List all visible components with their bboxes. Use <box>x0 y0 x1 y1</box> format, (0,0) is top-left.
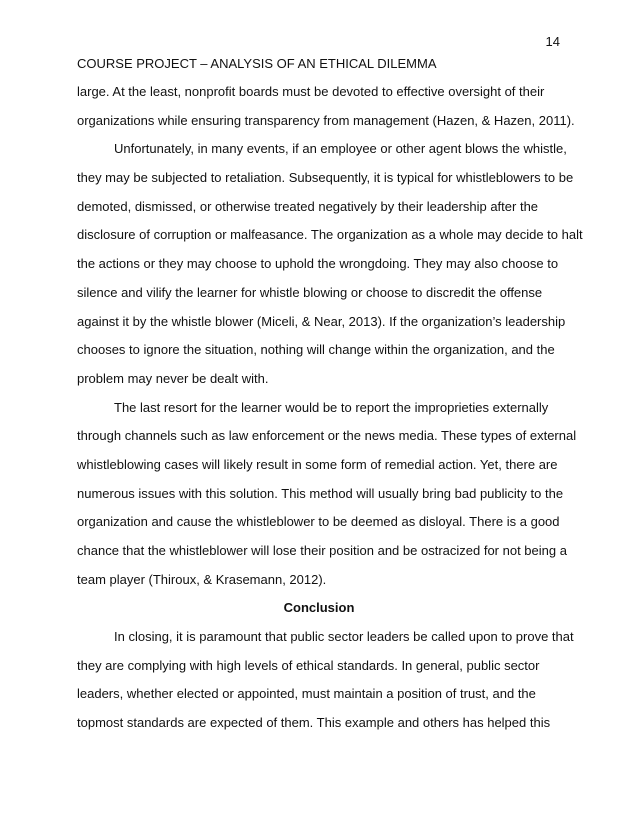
page-number: 14 <box>545 34 560 49</box>
text-line: large. At the least, nonprofit boards must be devoted to effective oversight of their <box>77 84 545 99</box>
text-line: topmost standards are expected of them. This example and others has helped this <box>77 715 551 731</box>
document-body <box>77 78 583 738</box>
text-line: against it by the whistle blower (Miceli, & Near, 2013). If the organization’s leadership <box>77 313 566 329</box>
text-line: chance that the whistleblower will lose their position and be ostracized for not being a <box>77 543 567 558</box>
conclusion-heading: Conclusion <box>283 600 355 616</box>
text-line: they are complying with high levels of ethical standards. In general, public sector <box>77 657 540 673</box>
text-line: organizations while ensuring transparency from management (Hazen, & Hazen, 2011). <box>77 112 575 128</box>
text-line: chooses to ignore the situation, nothing will change within the organization, and the <box>77 342 555 358</box>
running-head: COURSE PROJECT – ANALYSIS OF AN ETHICAL DILEMMA <box>77 56 437 71</box>
text-line: through channels such as law enforcement or the news media. These types of external <box>77 428 577 444</box>
paragraph-2 <box>77 135 583 393</box>
paragraph-1 <box>77 78 575 135</box>
text-line: problem may never be dealt with. <box>77 370 269 386</box>
text-line: they may be subjected to retaliation. Subsequently, it is typical for whistleblowers to be <box>77 170 574 186</box>
text-line: organization and cause the whistleblower to be deemed as disloyal. There is a good <box>77 514 560 530</box>
text-line: whistleblowing cases will likely result in some form of remedial action. Yet, there are <box>77 456 558 472</box>
text-line: demoted, dismissed, or otherwise treated negatively by their leadership after the <box>77 198 539 214</box>
text-line: numerous issues with this solution. This method will usually bring bad publicity to the <box>77 485 564 501</box>
text-line: team player (Thiroux, & Krasemann, 2012). <box>77 571 327 587</box>
text-line: Unfortunately, in many events, if an employee or other agent blows the whistle, <box>114 141 567 157</box>
text-line: leaders, whether elected or appointed, must maintain a position of trust, and the <box>77 686 536 702</box>
text-line: disclosure of corruption or malfeasance. The organization as a whole may decide to halt <box>77 227 583 243</box>
paragraph-4 <box>77 623 574 738</box>
paragraph-3 <box>77 394 577 595</box>
text-line: the actions or they may choose to uphold the wrongdoing. They may also choose to <box>77 256 559 272</box>
text-line: silence and vilify the learner for whistle blowing or choose to discredit the offense <box>77 284 543 300</box>
text-line: In closing, it is paramount that public sector leaders be called upon to prove that <box>114 629 574 645</box>
text-line: The last resort for the learner would be to report the improprieties externally <box>114 399 549 415</box>
